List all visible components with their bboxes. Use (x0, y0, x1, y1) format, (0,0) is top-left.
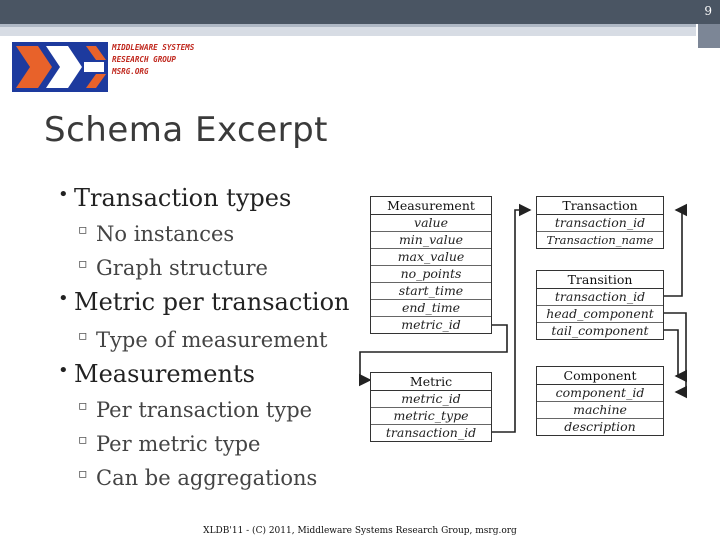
table-metric-header: Metric (371, 373, 491, 391)
table-field: min_value (371, 232, 491, 249)
table-transition-header: Transition (537, 271, 663, 289)
table-field: metric_type (371, 408, 491, 425)
table-field: start_time (371, 283, 491, 300)
table-transition (536, 270, 664, 340)
table-field: metric_id (371, 391, 491, 408)
table-field: description (564, 419, 636, 434)
table-transaction (536, 196, 664, 249)
table-measurement (370, 196, 492, 334)
logo-line-1: MIDDLEWARE SYSTEMS (112, 43, 195, 52)
table-component (536, 366, 664, 436)
bullet-2: • Metric per transaction (74, 288, 349, 316)
table-field: transaction_id (537, 289, 663, 306)
table-field: Transaction_name (546, 233, 654, 247)
page-number: 9 (704, 4, 712, 18)
bullet-3: • Measurements (74, 360, 255, 388)
bullet-1: • Transaction types (74, 184, 291, 212)
link-metric-transaction (491, 210, 530, 432)
slide-title: Schema Excerpt (44, 110, 329, 150)
table-field: max_value (371, 249, 491, 266)
bullet-3-sub-3: ▫ Can be aggregations (96, 466, 317, 490)
logo-line-3: MSRG.ORG (112, 67, 149, 76)
table-field: tail_component (551, 323, 649, 338)
bullet-1-sub-1: ▫ No instances (96, 222, 234, 246)
logo-line-2: RESEARCH GROUP (112, 55, 177, 64)
bullet-2-sub-1: ▫ Type of measurement (96, 328, 327, 352)
link-head-component (663, 313, 686, 392)
table-metric (370, 372, 492, 442)
table-field: transaction_id (385, 425, 477, 440)
table-measurement-header: Measurement (371, 197, 491, 215)
table-field: no_points (371, 266, 491, 283)
link-transition-transaction (663, 210, 682, 296)
table-transaction-header: Transaction (537, 197, 663, 215)
table-field: value (371, 215, 491, 232)
bullet-1-sub-2: ▫ Graph structure (96, 256, 268, 280)
table-field: head_component (537, 306, 663, 323)
bullet-3-sub-2: ▫ Per metric type (96, 432, 260, 456)
bullet-3-sub-1: ▫ Per transaction type (96, 398, 312, 422)
table-field: component_id (537, 385, 663, 402)
table-field: machine (537, 402, 663, 419)
table-field: transaction_id (537, 215, 663, 232)
table-field: end_time (371, 300, 491, 317)
table-component-header: Component (537, 367, 663, 385)
footer-text: XLDB'11 - (C) 2011, Middleware Systems Research Group, msrg.org (203, 526, 517, 536)
table-field: metric_id (401, 317, 461, 332)
link-tail-component (663, 330, 678, 376)
